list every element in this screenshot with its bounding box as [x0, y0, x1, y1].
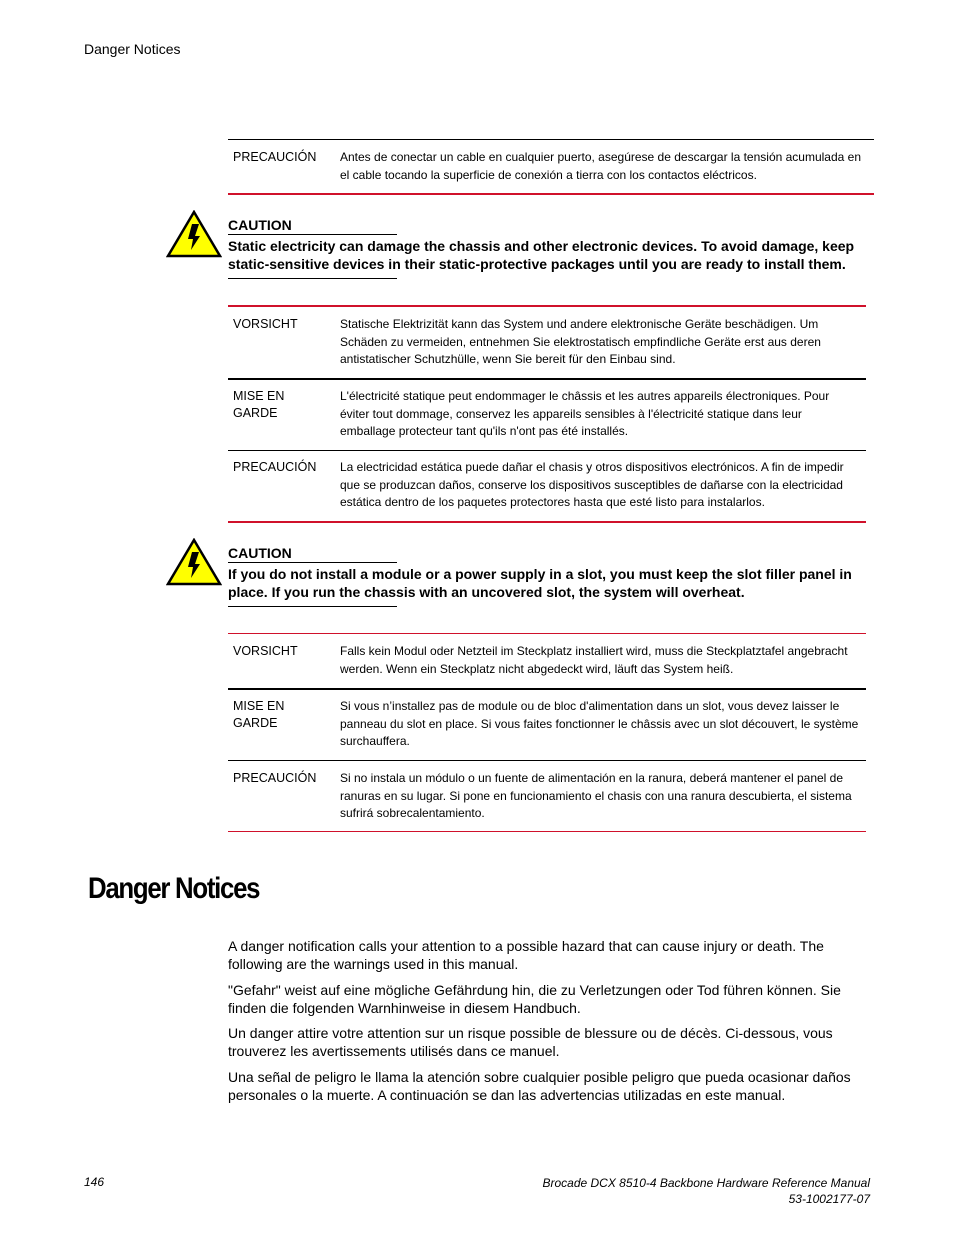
row-divider	[228, 450, 866, 451]
language-label: MISE EN GARDE	[233, 699, 285, 730]
page-number: 146	[84, 1175, 105, 1189]
caution-rule	[228, 234, 397, 235]
language-label: VORSICHT	[233, 644, 298, 658]
caution-title: CAUTION	[228, 545, 292, 561]
caution-body: If you do not install a module or a power supply in a slot, you must keep the slot filler panel in place. If you run the chassis with an uncovered slot, the system will overheat.	[228, 566, 852, 600]
translation-table-2	[228, 305, 866, 525]
translation-text: Antes de conectar un cable en cualquier puerto, asegúrese de descargar la tensión acumulada en el cable tocando la superficie de conexión a tierra con los contactos eléctricos.	[340, 150, 862, 182]
caution-rule	[228, 606, 397, 607]
translation-text: La electricidad estática puede dañar el chasis y otros dispositivos electrónicos. A fin de impedir que se produzcan daños, conserve los dispositivos susceptibles de dañarse con la electricidad estática dentro de los paquetes protectores hasta que esté listo para instalarlos.	[340, 460, 844, 509]
translation-text: Falls kein Modul oder Netzteil im Steckplatz installiert wird, muss die Steckplatztafel angebracht werden. Wenn ein Steckplatz nicht abgedeckt wird, läuft das System heiß.	[340, 644, 848, 676]
row-divider	[228, 378, 866, 380]
translation-text: L'électricité statique peut endommager le châssis et les autres appareils électroniques. Pour éviter tout dommage, conservez les appareils sensibles à l'électricité statique dans leur emballage protecteur tant qu'ils n'ont pas été installés.	[340, 389, 830, 438]
language-label: PRECAUCIÓN	[233, 150, 317, 164]
language-label: PRECAUCIÓN	[233, 771, 317, 785]
caution-body: Static electricity can damage the chassis and other electronic devices. To avoid damage, keep static-sensitive devices in their static-protective packages until you are ready to install them.	[228, 238, 855, 272]
caution-rule	[228, 562, 397, 563]
section-heading: Danger Notices	[88, 872, 260, 905]
language-label: MISE EN GARDE	[233, 389, 285, 420]
table-bottom-rule	[228, 831, 866, 832]
translation-text: Si vous n’installez pas de module ou de bloc d'alimentation dans un slot, vous devez laisser le panneau du slot en place. Si vous faites fonctionner le châssis avec un slot découvert, le système surchauffera.	[340, 699, 859, 748]
manual-title: Brocade DCX 8510-4 Backbone Hardware Reference Manual	[542, 1176, 870, 1190]
caution-title: CAUTION	[228, 217, 292, 233]
high-voltage-warning-icon	[166, 538, 222, 586]
language-label: PRECAUCIÓN	[233, 460, 317, 474]
row-divider	[228, 760, 866, 761]
table-top-rule	[228, 633, 866, 634]
translation-table-1	[228, 139, 874, 197]
translation-text: Si no instala un módulo o un fuente de alimentación en la ranura, deberá mantener el panel de ranuras en su lugar. Si pone en funcionamiento el chasis con una ranura descubierta, el sistema sufrirá sobrecalentamiento.	[340, 771, 852, 820]
doc-number: 53-1002177-07	[788, 1192, 870, 1206]
intro-paragraph-es: Una señal de peligro le llama la atención sobre cualquier posible peligro que pueda ocasionar daños personales o la muerte. A continuación se dan las advertencias utilizadas en este manual.	[228, 1069, 851, 1103]
footer-doc-info	[542, 1175, 870, 1207]
intro-paragraph-de: "Gefahr" weist auf eine mögliche Gefährdung hin, die zu Verletzungen oder Tod führen können. Sie finden die folgenden Warnhinweise in diesem Handbuch.	[228, 982, 841, 1016]
table-bottom-rule	[228, 521, 866, 523]
translation-text: Statische Elektrizität kann das System und andere elektronische Geräte beschädigen. Um Schäden zu vermeiden, entnehmen Sie elektrostatisch empfindliche Geräte erst aus deren antistatischer Schutzhülle, wenn Sie bereit für den Einbau sind.	[340, 317, 821, 366]
translation-table-3	[228, 633, 866, 835]
intro-paragraph-fr: Un danger attire votre attention sur un risque possible de blessure ou de décès. Ci-dessous, vous trouverez les avertissements utilisés dans ce manuel.	[228, 1025, 833, 1059]
table-top-rule	[228, 305, 866, 307]
table-bottom-rule	[228, 193, 874, 195]
table-row	[228, 139, 874, 195]
caution-rule	[228, 278, 397, 279]
language-label: VORSICHT	[233, 317, 298, 331]
row-divider	[228, 688, 866, 690]
running-header: Danger Notices	[84, 41, 181, 57]
intro-paragraph-en: A danger notification calls your attention to a possible hazard that can cause injury or death. The following are the warnings used in this manual.	[228, 938, 824, 972]
high-voltage-warning-icon	[166, 210, 222, 258]
